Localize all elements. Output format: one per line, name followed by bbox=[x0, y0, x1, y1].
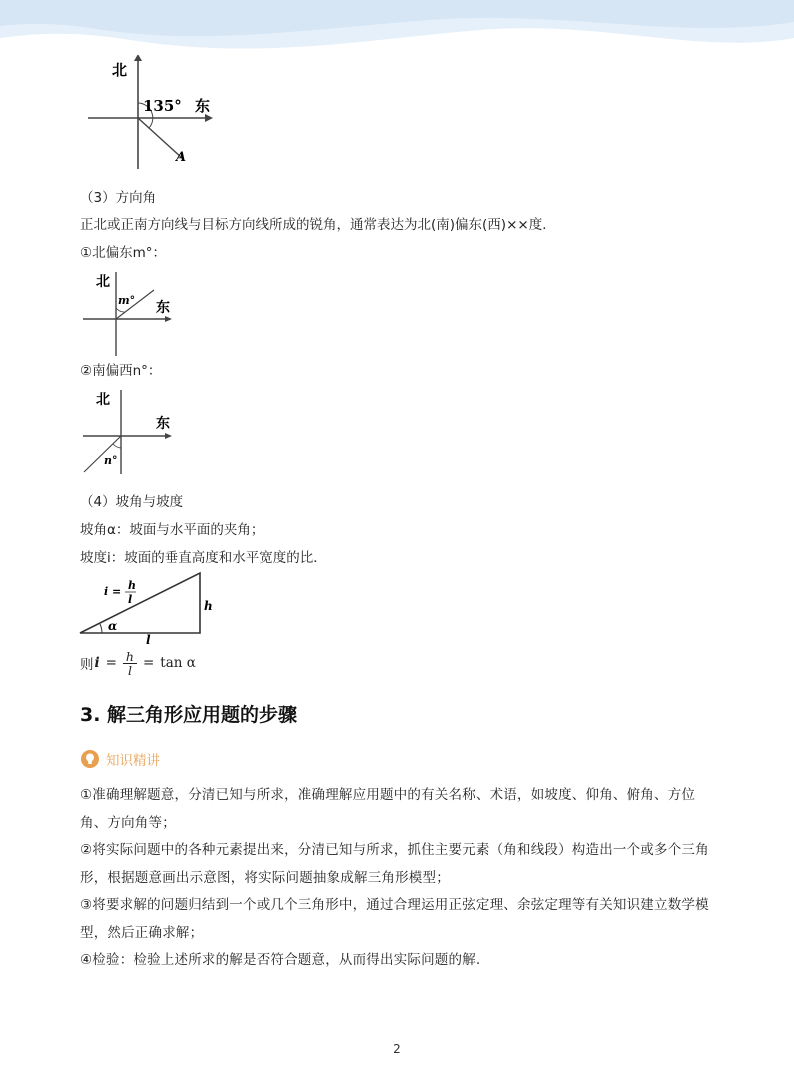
section-3-title: （3）方向角 bbox=[80, 190, 157, 206]
slope-i-label: i = bbox=[104, 585, 122, 598]
formula-numerator: h bbox=[125, 648, 134, 664]
formula-denominator: l bbox=[127, 662, 132, 678]
step-4: ④检验：检验上述所求的解是否符合题意，从而得出实际问题的解. bbox=[80, 952, 481, 968]
slope-h-numerator: h bbox=[128, 579, 136, 592]
height-label: h bbox=[204, 599, 213, 613]
east-arrow-icon bbox=[205, 114, 213, 122]
point-a-label: A bbox=[176, 150, 187, 165]
formula-i: i bbox=[94, 655, 100, 671]
page-number: 2 bbox=[393, 1042, 401, 1056]
east-arrow-icon bbox=[165, 433, 172, 439]
angle-arc bbox=[113, 444, 121, 448]
slope-ratio-definition: 坡度i：坡面的垂直高度和水平宽度的比． bbox=[80, 550, 327, 566]
alpha-label: α bbox=[108, 619, 118, 633]
formula-rhs: tan α bbox=[160, 655, 196, 671]
case-1-label: ①北偏东m°： bbox=[80, 245, 167, 261]
alpha-arc bbox=[100, 624, 102, 633]
north-label: 北 bbox=[96, 392, 110, 408]
step-1: ①准确理解题意，分清已知与所求，准确理解应用题中的有关名称、术语，如坡度、仰角、俯角、方位角、方向角等； bbox=[80, 787, 696, 831]
tip-label: 知识精讲 bbox=[106, 753, 160, 769]
figure-south-west-n bbox=[80, 386, 190, 478]
lightbulb-icon bbox=[80, 749, 100, 769]
north-label: 北 bbox=[112, 61, 128, 79]
case-2-label: ②南偏西n°： bbox=[80, 363, 162, 379]
header-wave-decoration bbox=[0, 0, 794, 60]
formula-eq-1: = bbox=[105, 655, 117, 671]
slope-triangle bbox=[80, 573, 200, 633]
step-3: ③将要求解的问题归结到一个或几个三角形中，通过合理运用正弦定理、余弦定理等有关知识建立数学模型，然后正确求解； bbox=[80, 897, 709, 941]
section-3-definition: 正北或正南方向线与目标方向线所成的锐角，通常表达为北(南)偏东(西)××度． bbox=[80, 217, 556, 233]
east-label: 东 bbox=[156, 416, 170, 432]
length-label: l bbox=[146, 633, 151, 644]
slope-angle-definition: 坡角α：坡面与水平面的夹角； bbox=[80, 522, 265, 538]
section-heading: 3. 解三角形应用题的步骤 bbox=[80, 704, 298, 726]
east-arrow-icon bbox=[165, 316, 172, 322]
angle-arc bbox=[116, 308, 125, 312]
knowledge-tip bbox=[80, 748, 160, 770]
east-label: 东 bbox=[156, 300, 170, 316]
formula-eq-2: = bbox=[142, 655, 155, 671]
step-2: ②将实际问题中的各种元素提出来，分清已知与所求，抓住主要元素（角和线段）构造出一个或多个三角形，根据题意画出示意图，将实际问题抽象成解三角形模型； bbox=[80, 842, 709, 886]
angle-label: 135° bbox=[143, 97, 182, 115]
north-label: 北 bbox=[96, 274, 110, 290]
figure-slope-triangle bbox=[78, 570, 228, 644]
formula-fraction bbox=[123, 650, 137, 677]
angle-label: m° bbox=[118, 294, 136, 307]
slope-formula bbox=[80, 646, 196, 680]
angle-label: n° bbox=[104, 454, 118, 467]
figure-bearing-135 bbox=[80, 55, 220, 175]
east-label: 东 bbox=[195, 97, 211, 115]
slope-l-denominator: l bbox=[128, 593, 133, 606]
section-4-title: （4）坡角与坡度 bbox=[80, 494, 184, 510]
formula-prefix: 则 bbox=[80, 657, 94, 673]
figure-north-east-m bbox=[80, 268, 190, 358]
north-arrow-icon bbox=[134, 55, 142, 61]
